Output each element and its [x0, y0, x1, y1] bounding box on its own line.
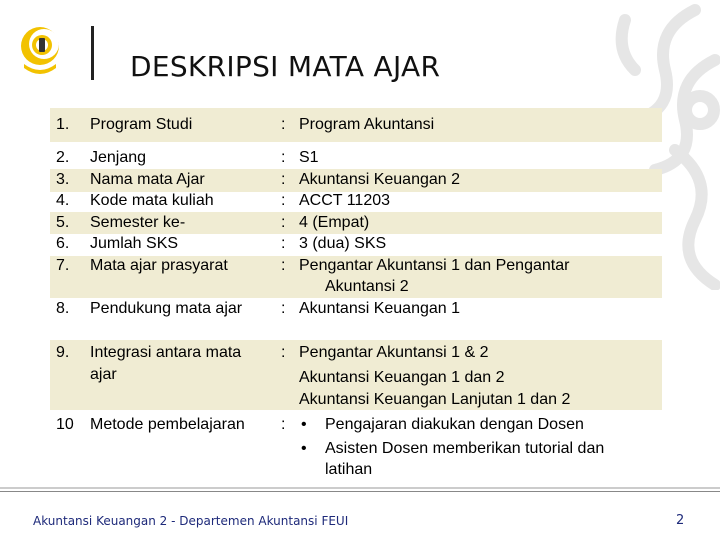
page-title: DESKRIPSI MATA AJAR [130, 50, 441, 83]
row-number: 6. [56, 235, 70, 252]
row-colon: : [281, 235, 286, 252]
row-number: 8. [56, 300, 70, 317]
row-colon: : [281, 149, 286, 166]
row-label: Jenjang [90, 149, 147, 166]
row-number: 5. [56, 214, 70, 231]
row-value-continued: Akuntansi 2 [325, 278, 409, 295]
row-label: Jumlah SKS [90, 235, 179, 252]
row-colon: : [281, 171, 286, 188]
row-colon: : [281, 192, 286, 209]
row-number: 9. [56, 344, 70, 361]
footer-course-text: Akuntansi Keuangan 2 - Departemen Akuntansi FEUI [33, 514, 349, 528]
row-colon: : [281, 257, 286, 274]
bullet-item-continued: latihan [325, 461, 373, 478]
page-number: 2 [676, 513, 685, 528]
row-colon: : [281, 214, 286, 231]
row-label: Kode mata kuliah [90, 192, 214, 209]
row-label-continued: ajar [90, 366, 117, 383]
row-colon: : [281, 300, 286, 317]
title-divider [91, 26, 94, 80]
row-value: 3 (dua) SKS [299, 235, 387, 252]
bullet-item: Pengajaran diakukan dengan Dosen [325, 416, 584, 433]
row-number: 10 [56, 416, 74, 433]
row-label: Semester ke- [90, 214, 186, 231]
row-label: Mata ajar prasyarat [90, 257, 228, 274]
row-value: Akuntansi Keuangan 1 [299, 300, 461, 317]
footer-divider-thin [0, 491, 720, 492]
row-value: Pengantar Akuntansi 1 dan Pengantar [299, 257, 570, 274]
row-label: Program Studi [90, 116, 193, 133]
row-label: Metode pembelajaran [90, 416, 245, 433]
row-number: 1. [56, 116, 70, 133]
row-value: Akuntansi Keuangan 2 [299, 171, 461, 188]
bullet-icon: • [301, 440, 307, 457]
row-value-continued: Akuntansi Keuangan 1 dan 2 [299, 369, 505, 386]
bullet-item: Asisten Dosen memberikan tutorial dan [325, 440, 605, 457]
row-label: Nama mata Ajar [90, 171, 205, 188]
row-value: Pengantar Akuntansi 1 & 2 [299, 344, 489, 361]
row-value: S1 [299, 149, 319, 166]
row-colon: : [281, 116, 286, 133]
row-value: 4 (Empat) [299, 214, 370, 231]
row-value: Program Akuntansi [299, 116, 435, 133]
bullet-icon: • [301, 416, 307, 433]
row-colon: : [281, 344, 286, 361]
row-value: ACCT 11203 [299, 192, 391, 209]
row-number: 3. [56, 171, 70, 188]
row-value-continued: Akuntansi Keuangan Lanjutan 1 dan 2 [299, 391, 571, 408]
row-label: Pendukung mata ajar [90, 300, 243, 317]
row-number: 7. [56, 257, 70, 274]
row-number: 4. [56, 192, 70, 209]
row-number: 2. [56, 149, 70, 166]
university-logo-icon [18, 24, 62, 82]
row-colon: : [281, 416, 286, 433]
makara-watermark-icon [555, 0, 720, 290]
footer-divider [0, 487, 720, 489]
row-label: Integrasi antara mata [90, 344, 242, 361]
